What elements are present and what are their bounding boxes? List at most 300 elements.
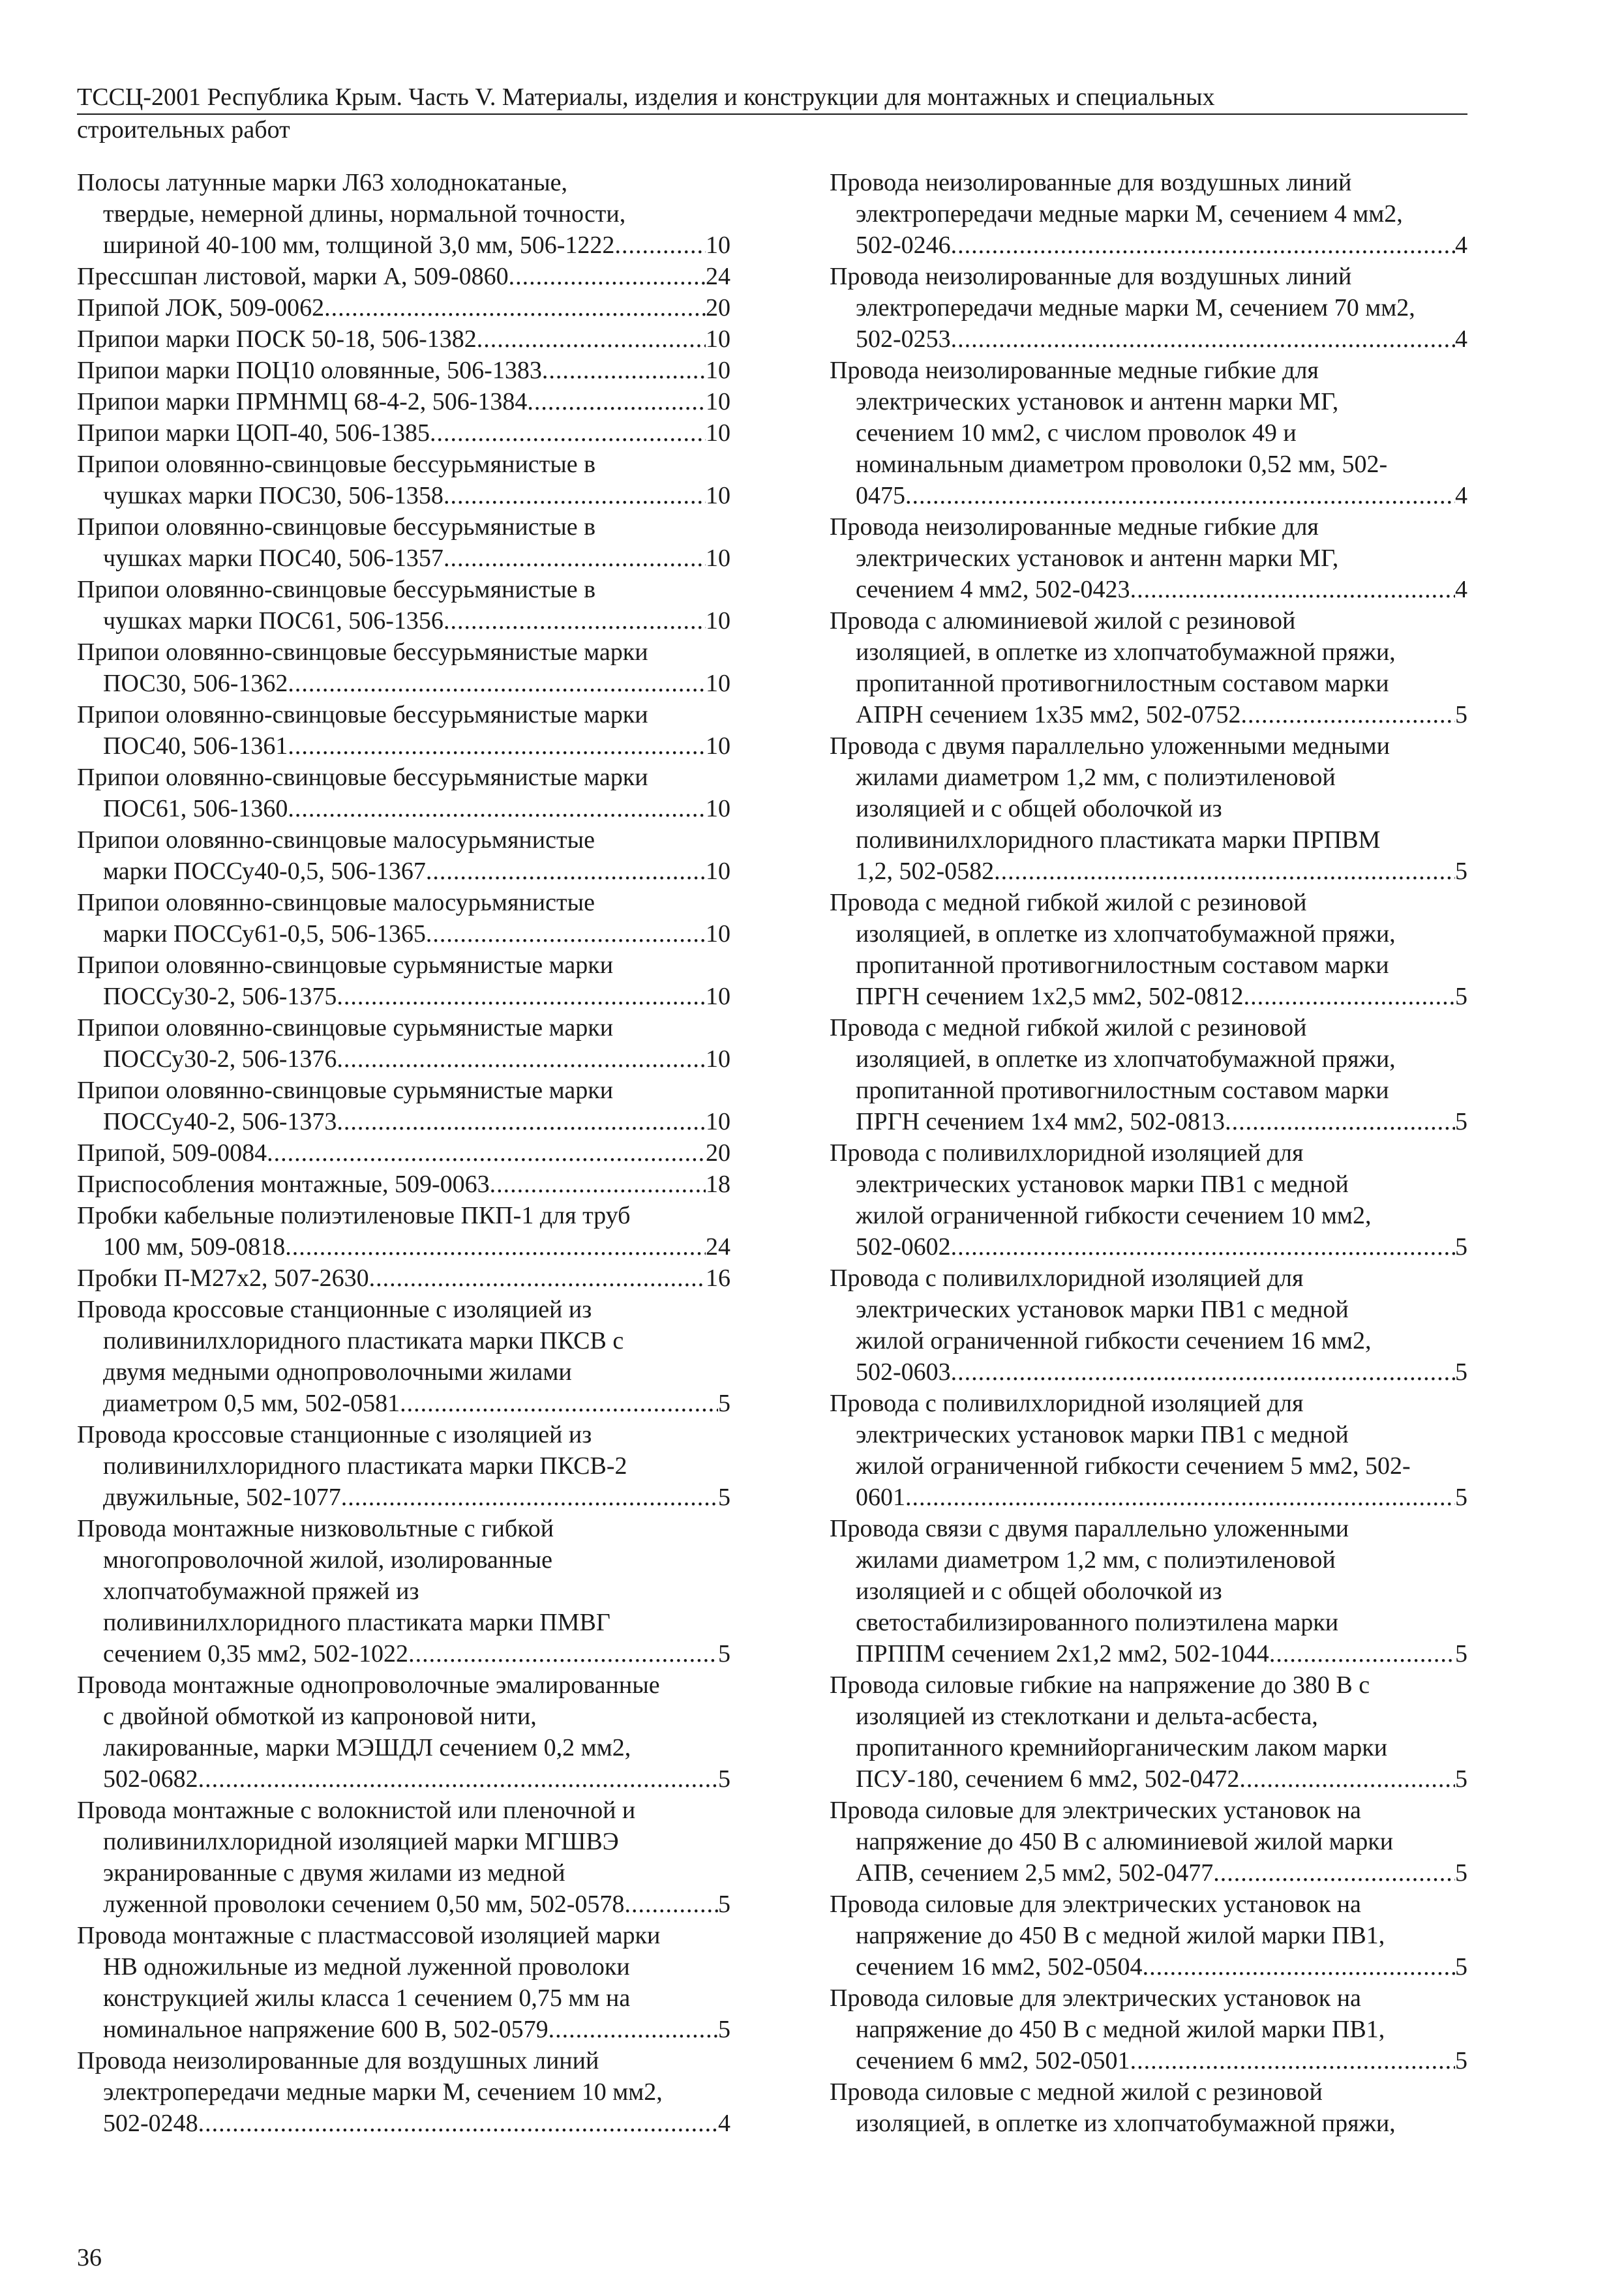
dot-leader <box>624 1889 718 1920</box>
index-entry <box>830 730 1467 887</box>
entry-page-number: 5 <box>1455 1233 1467 1261</box>
index-entry <box>77 292 730 323</box>
dot-leader <box>288 730 706 762</box>
entry-text: электрических установок марки ПВ1 с медной <box>856 1421 1349 1448</box>
entry-last-line <box>830 574 1467 605</box>
entry-last-line <box>77 1231 730 1263</box>
entry-text: 100 мм, 509-0818 <box>103 1233 286 1261</box>
entry-last-line <box>830 1356 1467 1388</box>
index-entry <box>830 1388 1467 1513</box>
entry-text: Припои оловянно-свинцовые бессурьмянистые марки <box>77 701 648 728</box>
entry-last-line <box>77 605 730 636</box>
entry-last-line <box>77 1889 730 1920</box>
entry-last-line <box>830 323 1467 355</box>
entry-text: сечением 10 мм2, с числом проволок 49 и <box>856 419 1297 447</box>
entry-last-line <box>77 323 730 355</box>
dot-leader <box>549 2014 718 2045</box>
index-entry <box>77 1137 730 1169</box>
entry-page-number: 5 <box>718 1765 730 1793</box>
entry-page-number: 20 <box>706 1139 730 1167</box>
page-number: 36 <box>77 2244 102 2271</box>
entry-page-number: 4 <box>1455 482 1467 509</box>
entry-text: Провода с алюминиевой жилой с резиновой <box>830 607 1296 635</box>
index-entry <box>77 1012 730 1075</box>
entry-text: двумя медными однопроволочными жилами <box>103 1358 572 1386</box>
entry-last-line <box>830 480 1467 511</box>
entry-text: электрических установок марки ПВ1 с медной <box>856 1296 1349 1323</box>
index-entry <box>77 1169 730 1200</box>
index-entry <box>77 1513 730 1669</box>
dot-leader <box>1241 699 1455 730</box>
entry-page-number: 4 <box>1455 325 1467 353</box>
entry-last-line <box>830 2045 1467 2076</box>
entry-text: Припои марки ПОСК 50-18, 506-1382 <box>77 325 477 353</box>
index-entry <box>830 1513 1467 1669</box>
entry-page-number: 5 <box>1455 1953 1467 1981</box>
entry-text: напряжение до 450 В с медной жилой марки ПВ1, <box>856 2016 1385 2043</box>
entry-last-line <box>77 292 730 323</box>
entry-last-line <box>830 699 1467 730</box>
entry-text: диаметром 0,5 мм, 502-0581 <box>103 1390 400 1417</box>
entry-text: Припои оловянно-свинцовые бессурьмянистые в <box>77 576 596 603</box>
entry-page-number: 10 <box>706 232 730 259</box>
entry-page-number: 20 <box>706 294 730 322</box>
dot-leader <box>408 1638 718 1669</box>
entry-text: Провода неизолированные медные гибкие для <box>830 513 1319 541</box>
index-entry <box>77 1419 730 1513</box>
dot-leader <box>542 355 706 386</box>
dot-leader <box>1213 1857 1455 1889</box>
entry-page-number: 5 <box>718 2016 730 2043</box>
entry-last-line <box>77 417 730 449</box>
entry-last-line <box>77 1043 730 1075</box>
entry-page-number: 10 <box>706 670 730 697</box>
entry-page-number: 24 <box>706 1233 730 1261</box>
entry-last-line <box>77 2108 730 2139</box>
entry-page-number: 5 <box>1455 1108 1467 1135</box>
entry-text: ПСУ-180, сечением 6 мм2, 502-0472 <box>856 1765 1240 1793</box>
dot-leader <box>426 856 706 887</box>
entry-page-number: 5 <box>1455 858 1467 885</box>
entry-text: АПВ, сечением 2,5 мм2, 502-0477 <box>856 1859 1214 1887</box>
entry-text: Провода монтажные с пластмассовой изоляцией марки <box>77 1922 661 1949</box>
dot-leader <box>477 323 706 355</box>
entry-text: Провода монтажные с волокнистой или пленочной и <box>77 1797 636 1824</box>
entry-last-line <box>830 1857 1467 1889</box>
entry-text: Провода с поливилхлоридной изоляцией для <box>830 1139 1304 1167</box>
entry-last-line <box>77 793 730 824</box>
entry-page-number: 5 <box>1455 1358 1467 1386</box>
entry-text: 0475 <box>856 482 905 509</box>
dot-leader <box>490 1169 706 1200</box>
entry-page-number: 18 <box>706 1171 730 1198</box>
entry-page-number: 5 <box>1455 1640 1467 1668</box>
entry-last-line <box>830 1106 1467 1137</box>
entry-text: жилами диаметром 1,2 мм, с полиэтиленовой <box>856 1546 1336 1574</box>
entry-text: сечением 0,35 мм2, 502-1022 <box>103 1640 409 1668</box>
entry-text: поливинилхлоридного пластиката марки ПКСВ с <box>103 1327 624 1354</box>
index-entry <box>77 762 730 824</box>
entry-text: изоляцией, в оплетке из хлопчатобумажной пряжи, <box>856 920 1396 948</box>
dot-leader <box>1130 574 1455 605</box>
entry-text: Пробки П-М27х2, 507-2630 <box>77 1264 369 1292</box>
entry-text: конструкцией жилы класса 1 сечением 0,75 мм на <box>103 1984 631 2012</box>
entry-text: ПРГН сечением 1х2,5 мм2, 502-0812 <box>856 983 1244 1010</box>
entry-text: изоляцией, в оплетке из хлопчатобумажной пряжи, <box>856 638 1396 666</box>
entry-text: НВ одножильные из медной луженной проволоки <box>103 1953 630 1981</box>
entry-last-line <box>77 261 730 292</box>
entry-text: Провода монтажные низковольтные с гибкой <box>77 1515 554 1542</box>
entry-text: 502-0246 <box>856 232 951 259</box>
dot-leader <box>288 793 706 824</box>
entry-text: твердые, немерной длины, нормальной точности, <box>103 200 626 228</box>
entry-text: изоляцией, в оплетке из хлопчатобумажной пряжи, <box>856 2110 1396 2137</box>
dot-leader <box>337 1043 706 1075</box>
dot-leader <box>951 1231 1455 1263</box>
entry-text: Провода неизолированные для воздушных линий <box>830 263 1352 290</box>
entry-text: Припои оловянно-свинцовые бессурьмянистые в <box>77 513 596 541</box>
entry-last-line <box>77 1169 730 1200</box>
entry-text: жилами диаметром 1,2 мм, с полиэтиленовой <box>856 764 1336 791</box>
index-entry <box>830 887 1467 1012</box>
dot-leader <box>198 2108 718 2139</box>
entry-text: поливинилхлоридного пластиката марки ПКСВ-2 <box>103 1452 627 1480</box>
index-entry <box>77 1294 730 1419</box>
entry-text: Припои оловянно-свинцовые малосурьмянистые <box>77 889 595 916</box>
running-header <box>77 82 1467 145</box>
entry-text: сечением 6 мм2, 502-0501 <box>856 2047 1130 2074</box>
dot-leader <box>341 1482 718 1513</box>
entry-last-line <box>77 1263 730 1294</box>
entry-text: изоляцией и с общей оболочкой из <box>856 1578 1222 1605</box>
entry-last-line <box>77 543 730 574</box>
index-entry <box>77 636 730 699</box>
index-entry <box>830 605 1467 730</box>
entry-text: луженной проволоки сечением 0,50 мм, 502-0578 <box>103 1891 625 1918</box>
entry-text: изоляцией и с общей оболочкой из <box>856 795 1222 822</box>
entry-text: ПОС40, 506-1361 <box>103 732 288 760</box>
index-entry <box>77 167 730 261</box>
entry-text: электрических установок и антенн марки МГ, <box>856 388 1339 415</box>
entry-page-number: 10 <box>706 357 730 384</box>
index-entry <box>77 699 730 762</box>
entry-text: Провода с поливилхлоридной изоляцией для <box>830 1390 1304 1417</box>
entry-page-number: 16 <box>706 1264 730 1292</box>
index-entry <box>830 1012 1467 1137</box>
index-entry <box>830 2076 1467 2139</box>
dot-leader <box>1239 1763 1455 1795</box>
entry-text: Провода с медной гибкой жилой с резиновой <box>830 889 1307 916</box>
entry-text: многопроволочной жилой, изолированные <box>103 1546 552 1574</box>
entry-page-number: 10 <box>706 1108 730 1135</box>
index-entry <box>77 887 730 950</box>
entry-page-number: 10 <box>706 325 730 353</box>
index-entry <box>830 511 1467 605</box>
index-entry <box>77 417 730 449</box>
dot-leader <box>337 981 706 1012</box>
entry-text: экранированные с двумя жилами из медной <box>103 1859 565 1887</box>
entry-text: АПРН сечением 1х35 мм2, 502-0752 <box>856 701 1241 728</box>
entry-text: Провода силовые для электрических установок на <box>830 1797 1361 1824</box>
dot-leader <box>430 417 706 449</box>
entry-text: хлопчатобумажной пряжей из <box>103 1578 419 1605</box>
index-entry <box>77 1200 730 1263</box>
entry-text: пропитанного кремнийорганическим лаком марки <box>856 1734 1388 1761</box>
entry-text: поливинилхлоридного пластиката марки ПМВГ <box>103 1609 610 1636</box>
index-entry <box>77 1263 730 1294</box>
entry-text: пропитанной противогнилостным составом марки <box>856 1077 1389 1104</box>
entry-text: чушках марки ПОС40, 506-1357 <box>103 545 444 572</box>
entry-text: Провода кроссовые станционные с изоляцией из <box>77 1421 592 1448</box>
entry-page-number: 5 <box>1455 701 1467 728</box>
entry-text: Провода с медной гибкой жилой с резиновой <box>830 1014 1307 1041</box>
entry-page-number: 10 <box>706 795 730 822</box>
entry-text: ПРППМ сечением 2х1,2 мм2, 502-1044 <box>856 1640 1269 1668</box>
index-entry <box>77 355 730 386</box>
entry-text: Провода силовые с медной жилой с резиновой <box>830 2078 1323 2106</box>
dot-leader <box>324 292 706 323</box>
index-entry <box>830 1889 1467 1982</box>
entry-page-number: 5 <box>1455 983 1467 1010</box>
entry-page-number: 10 <box>706 1045 730 1073</box>
entry-text: Припои марки ЦОП-40, 506-1385 <box>77 419 430 447</box>
index-entry <box>830 355 1467 511</box>
index-entry <box>77 323 730 355</box>
entry-text: жилой ограниченной гибкости сечением 5 мм2, 502- <box>856 1452 1411 1480</box>
index-entry <box>830 1669 1467 1795</box>
entry-text: Провода связи с двумя параллельно уложенными <box>830 1515 1349 1542</box>
entry-page-number: 10 <box>706 388 730 415</box>
index-entry <box>77 386 730 417</box>
entry-last-line <box>830 230 1467 261</box>
entry-text: марки ПОССу61-0,5, 506-1365 <box>103 920 426 948</box>
entry-text: электропередачи медные марки М, сечением 70 мм2, <box>856 294 1415 322</box>
entry-last-line <box>77 1638 730 1669</box>
index-entry <box>830 167 1467 261</box>
dot-leader <box>369 1263 706 1294</box>
index-entry <box>830 1795 1467 1889</box>
dot-leader <box>509 261 706 292</box>
index-entry <box>77 1920 730 2045</box>
entry-last-line <box>830 1951 1467 1982</box>
entry-text: напряжение до 450 В с алюминиевой жилой марки <box>856 1828 1394 1855</box>
entry-text: электропередачи медные марки М, сечением 4 мм2, <box>856 200 1403 228</box>
entry-last-line <box>77 1482 730 1513</box>
entry-last-line <box>77 1137 730 1169</box>
entry-page-number: 10 <box>706 920 730 948</box>
entry-text: поливинилхлоридного пластиката марки ПРПВМ <box>856 826 1381 854</box>
entry-text: Полосы латунные марки Л63 холоднокатаные, <box>77 169 568 196</box>
entry-last-line <box>77 1763 730 1795</box>
index-entry <box>77 261 730 292</box>
dot-leader <box>444 543 706 574</box>
entry-text: ПРГН сечением 1х4 мм2, 502-0813 <box>856 1108 1226 1135</box>
entry-text: жилой ограниченной гибкости сечением 10 мм2, <box>856 1202 1372 1229</box>
dot-leader <box>444 480 706 511</box>
entry-page-number: 5 <box>718 1891 730 1918</box>
dot-leader <box>285 1231 706 1263</box>
dot-leader <box>288 668 706 699</box>
index-entry <box>830 1137 1467 1263</box>
entry-text: пропитанной противогнилостным составом марки <box>856 670 1389 697</box>
entry-text: Припои оловянно-свинцовые сурьмянистые марки <box>77 951 614 979</box>
entry-text: Провода неизолированные для воздушных линий <box>77 2047 599 2074</box>
entry-page-number: 10 <box>706 732 730 760</box>
entry-text: ПОССу30-2, 506-1375 <box>103 983 337 1010</box>
index-entry <box>77 824 730 887</box>
dot-leader <box>267 1137 706 1169</box>
dot-leader <box>337 1106 706 1137</box>
entry-text: изоляцией из стеклоткани и дельта-асбеста, <box>856 1703 1318 1730</box>
entry-text: 502-0682 <box>103 1765 198 1793</box>
entry-text: двужильные, 502-1077 <box>103 1484 341 1511</box>
entry-last-line <box>77 918 730 950</box>
entry-text: электрических установок марки ПВ1 с медной <box>856 1171 1349 1198</box>
entry-text: изоляцией, в оплетке из хлопчатобумажной пряжи, <box>856 1045 1396 1073</box>
index-column-right <box>830 167 1467 2139</box>
index-column-left <box>77 167 730 2139</box>
entry-text: Провода кроссовые станционные с изоляцией из <box>77 1296 592 1323</box>
entry-text: Припои оловянно-свинцовые сурьмянистые марки <box>77 1077 614 1104</box>
entry-last-line <box>77 1388 730 1419</box>
dot-leader <box>951 1356 1455 1388</box>
entry-text: Припои оловянно-свинцовые бессурьмянистые марки <box>77 638 648 666</box>
entry-text: сечением 4 мм2, 502-0423 <box>856 576 1130 603</box>
entry-last-line <box>830 1482 1467 1513</box>
entry-page-number: 5 <box>1455 1765 1467 1793</box>
header-title: ТССЦ-2001 Республика Крым. Часть V. Материалы, изделия и конструкции для монтажных и специальных <box>77 82 1467 115</box>
dot-leader <box>400 1388 718 1419</box>
entry-last-line <box>830 1231 1467 1263</box>
entry-last-line <box>77 2014 730 2045</box>
entry-text: чушках марки ПОС30, 506-1358 <box>103 482 444 509</box>
entry-text: электропередачи медные марки М, сечением 10 мм2, <box>103 2078 663 2106</box>
entry-page-number: 24 <box>706 263 730 290</box>
dot-leader <box>905 1482 1455 1513</box>
header-subtitle: строительных работ <box>77 116 290 143</box>
entry-text: номинальным диаметром проволоки 0,52 мм, 502- <box>856 451 1388 478</box>
entry-last-line <box>830 856 1467 887</box>
entry-text: 502-0253 <box>856 325 951 353</box>
entry-page-number: 10 <box>706 607 730 635</box>
entry-last-line <box>77 730 730 762</box>
entry-page-number: 10 <box>706 545 730 572</box>
entry-text: ПОССу30-2, 506-1376 <box>103 1045 337 1073</box>
dot-leader <box>444 605 706 636</box>
entry-text: номинальное напряжение 600 В, 502-0579 <box>103 2016 549 2043</box>
entry-page-number: 10 <box>706 858 730 885</box>
entry-text: Провода силовые для электрических установок на <box>830 1891 1361 1918</box>
entry-text: Провода силовые гибкие на напряжение до 380 В с <box>830 1671 1370 1699</box>
entry-text: Прессшпан листовой, марки А, 509-0860 <box>77 263 509 290</box>
entry-text: Пробки кабельные полиэтиленовые ПКП-1 для труб <box>77 1202 631 1229</box>
dot-leader <box>905 480 1455 511</box>
dot-leader <box>1225 1106 1455 1137</box>
entry-last-line <box>77 1106 730 1137</box>
entry-last-line <box>830 1638 1467 1669</box>
dot-leader <box>1130 2045 1455 2076</box>
entry-text: ПОС61, 506-1360 <box>103 795 288 822</box>
entry-page-number: 5 <box>1455 1859 1467 1887</box>
index-entry <box>77 950 730 1012</box>
entry-page-number: 5 <box>718 1390 730 1417</box>
entry-last-line <box>77 230 730 261</box>
index-entry <box>830 1263 1467 1388</box>
index-entry <box>77 574 730 636</box>
index-entry <box>77 511 730 574</box>
entry-last-line <box>77 981 730 1012</box>
entry-text: Провода с двумя параллельно уложенными медными <box>830 732 1390 760</box>
entry-text: Припои оловянно-свинцовые малосурьмянистые <box>77 826 595 854</box>
entry-last-line <box>830 1763 1467 1795</box>
dot-leader <box>614 230 706 261</box>
entry-page-number: 4 <box>1455 576 1467 603</box>
entry-text: ПОССу40-2, 506-1373 <box>103 1108 337 1135</box>
entry-page-number: 10 <box>706 983 730 1010</box>
entry-text: чушках марки ПОС61, 506-1356 <box>103 607 444 635</box>
entry-text: Припои оловянно-свинцовые бессурьмянистые марки <box>77 764 648 791</box>
entry-text: напряжение до 450 В с медной жилой марки ПВ1, <box>856 1922 1385 1949</box>
entry-text: 0601 <box>856 1484 905 1511</box>
entry-last-line <box>77 480 730 511</box>
dot-leader <box>1143 1951 1455 1982</box>
entry-text: светостабилизированного полиэтилена марки <box>856 1609 1339 1636</box>
entry-text: Приспособления монтажные, 509-0063 <box>77 1171 490 1198</box>
index-entry <box>830 261 1467 355</box>
entry-text: Припои марки ПОЦ10 оловянные, 506-1383 <box>77 357 542 384</box>
entry-page-number: 5 <box>1455 2047 1467 2074</box>
index-entry <box>77 2045 730 2139</box>
entry-last-line <box>830 981 1467 1012</box>
entry-last-line <box>77 355 730 386</box>
dot-leader <box>951 230 1455 261</box>
entry-last-line <box>77 668 730 699</box>
entry-text: Припои оловянно-свинцовые сурьмянистые марки <box>77 1014 614 1041</box>
entry-text: Провода неизолированные для воздушных линий <box>830 169 1352 196</box>
entry-page-number: 5 <box>1455 1484 1467 1511</box>
dot-leader <box>1269 1638 1455 1669</box>
dot-leader <box>994 856 1455 887</box>
entry-page-number: 10 <box>706 419 730 447</box>
entry-last-line <box>77 856 730 887</box>
entry-page-number: 5 <box>718 1640 730 1668</box>
entry-text: Припои оловянно-свинцовые бессурьмянистые в <box>77 451 596 478</box>
entry-text: 1,2, 502-0582 <box>856 858 995 885</box>
entry-text: 502-0603 <box>856 1358 951 1386</box>
entry-text: ПОС30, 506-1362 <box>103 670 288 697</box>
entry-text: с двойной обмоткой из капроновой нити, <box>103 1703 537 1730</box>
entry-page-number: 4 <box>718 2110 730 2137</box>
entry-page-number: 5 <box>718 1484 730 1511</box>
entry-text: шириной 40-100 мм, толщиной 3,0 мм, 506-1222 <box>103 232 615 259</box>
dot-leader <box>198 1763 718 1795</box>
entry-text: жилой ограниченной гибкости сечением 16 мм2, <box>856 1327 1372 1354</box>
entry-page-number: 4 <box>1455 232 1467 259</box>
entry-text: 502-0248 <box>103 2110 198 2137</box>
entry-text: пропитанной противогнилостным составом марки <box>856 951 1389 979</box>
entry-text: сечением 16 мм2, 502-0504 <box>856 1953 1143 1981</box>
dot-leader <box>1244 981 1455 1012</box>
index-entry <box>77 1075 730 1137</box>
entry-text: лакированные, марки МЭШДЛ сечением 0,2 мм2, <box>103 1734 631 1761</box>
dot-leader <box>426 918 706 950</box>
index-entry <box>77 1795 730 1920</box>
entry-text: Провода монтажные однопроволочные эмалированные <box>77 1671 660 1699</box>
dot-leader <box>527 386 706 417</box>
entry-text: Припой, 509-0084 <box>77 1139 267 1167</box>
entry-text: поливинилхлоридной изоляцией марки МГШВЭ <box>103 1828 619 1855</box>
dot-leader <box>951 323 1455 355</box>
